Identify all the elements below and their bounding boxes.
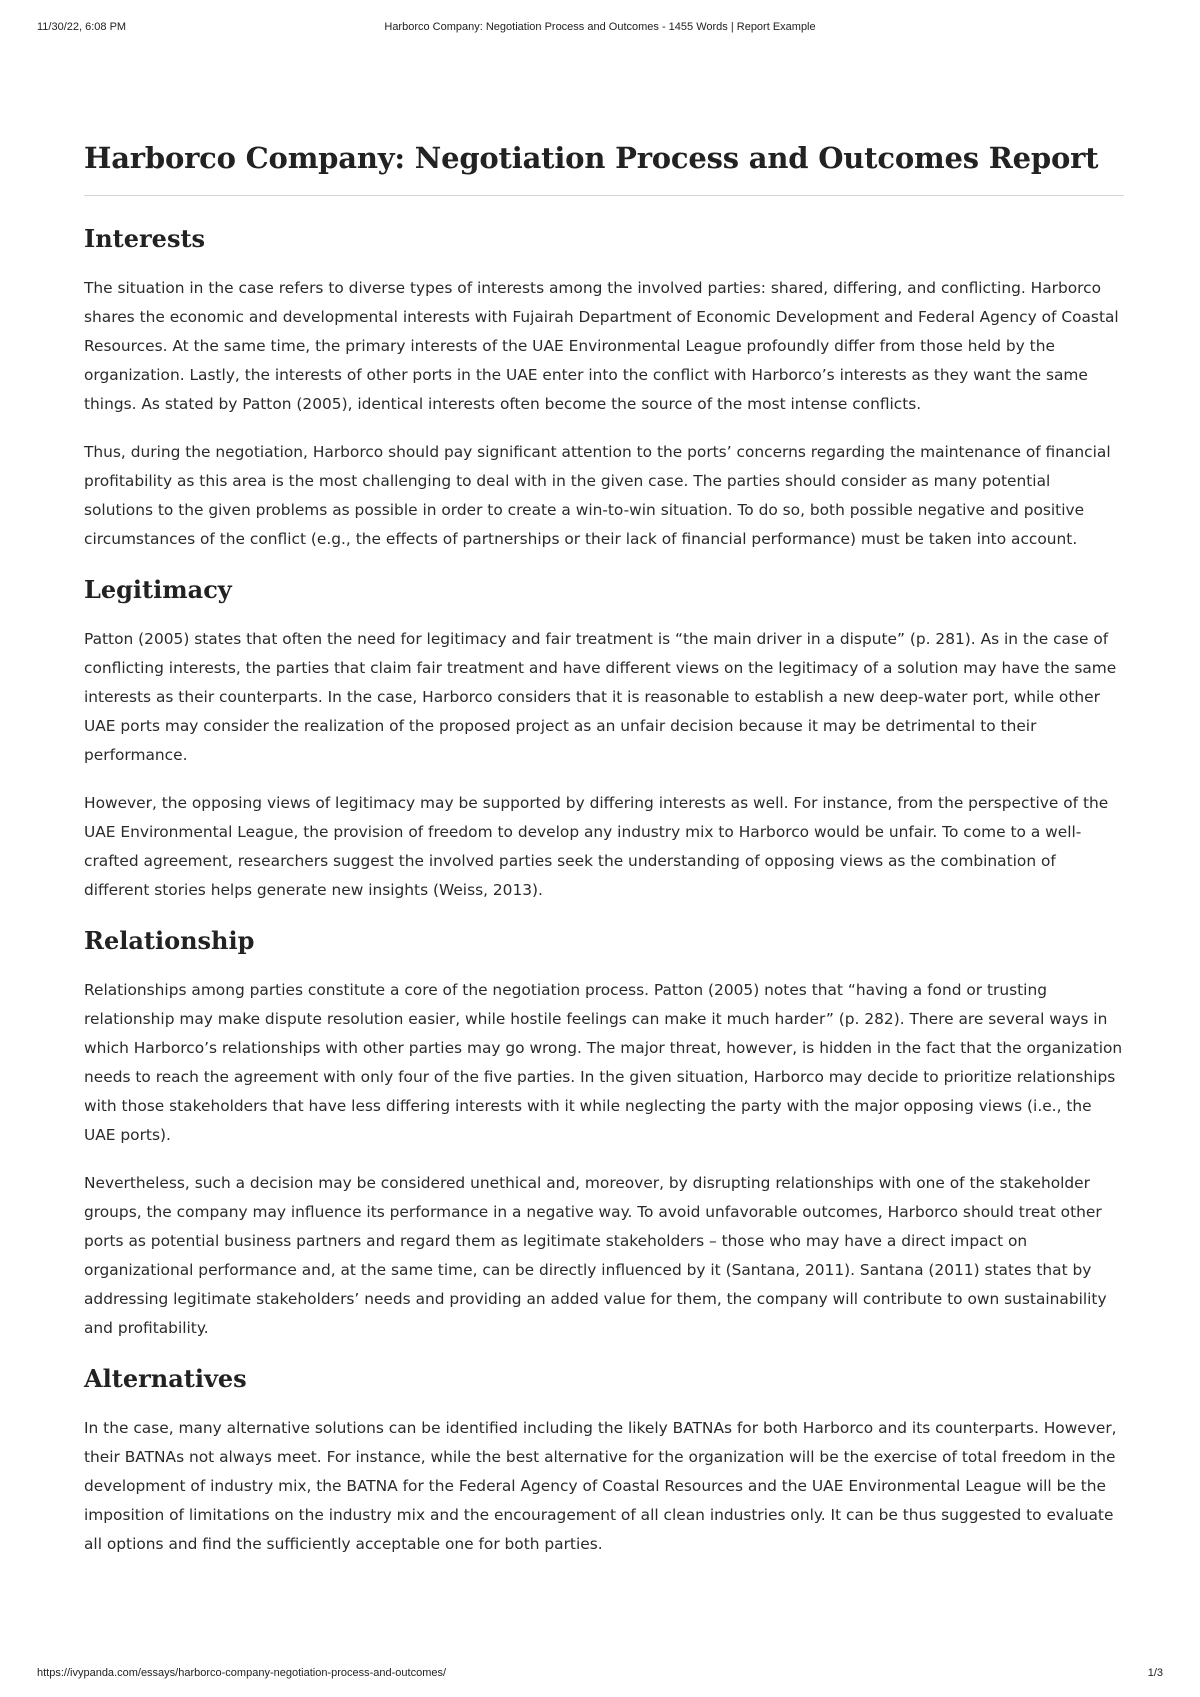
paragraph: Patton (2005) states that often the need for legitimacy and fair treatment is “the main driver in a dispute” (p. 281). As in the case of conflicting interests, the parties that claim fair treatment and have different views on the legitimacy of a solution may have the same interests as their counterparts. In the case, Harborco considers that it is reasonable to establish a new deep-water port, while other UAE ports may consider the realization of the proposed project as an unfair decision because it may be detrimental to their performance. (84, 630, 1117, 764)
article (84, 138, 1124, 1578)
section-interests (84, 222, 1124, 554)
print-date: 11/30/22, 6:08 PM (37, 21, 127, 33)
paragraph: Nevertheless, such a decision may be considered unethical and, moreover, by disrupting relationships with one of the stakeholder groups, the company may influence its performance in a negative way. To avoid unfavorable outcomes, Harborco should treat other ports as potential business partners and regard them as legitimate stakeholders – those who may have a direct impact on organizational performance and, at the same time, can be directly influenced by it (Santana, 2011). Santana (2011) states that by addressing legitimate stakeholders’ needs and providing an added value for them, the company will contribute to own sustainability and profitability. (84, 1174, 1107, 1337)
print-footer (37, 1667, 1163, 1683)
section-heading: Legitimacy (84, 575, 232, 604)
print-page-title: Harborco Company: Negotiation Process and Outcomes - 1455 Words | Report Example (384, 21, 816, 33)
paragraph: However, the opposing views of legitimacy may be supported by differing interests as well. For instance, from the perspective of the UAE Environmental League, the provision of freedom to develop any industry mix to Harborco would be unfair. To come to a well-crafted agreement, researchers suggest the involved parties seek the understanding of opposing views as the combination of different stories helps generate new insights (Weiss, 2013). (84, 794, 1109, 899)
paragraph: The situation in the case refers to diverse types of interests among the involved parties: shared, differing, and conflicting. Harborco shares the economic and developmental interests with Fujairah Department of Economic Development and Federal Agency of Coastal Resources. At the same time, the primary interests of the UAE Environmental League profoundly differ from those held by the organization. Lastly, the interests of other ports in the UAE enter into the conflict with Harborco’s interests as they want the same things. As stated by Patton (2005), identical interests often become the source of the most intense conflicts. (84, 279, 1119, 413)
paragraph: In the case, many alternative solutions can be identified including the likely BATNAs for both Harborco and its counterparts. However, their BATNAs not always meet. For instance, while the best alternative for the organization will be the exercise of total freedom in the development of industry mix, the BATNA for the Federal Agency of Coastal Resources and the UAE Environmental League will be the imposition of limitations on the industry mix and the encouragement of all clean industries only. It can be thus suggested to evaluate all options and find the sufficiently acceptable one for both parties. (84, 1419, 1117, 1553)
section-alternatives (84, 1362, 1124, 1559)
section-relationship (84, 924, 1124, 1343)
section-heading: Relationship (84, 926, 255, 955)
print-header (37, 21, 1163, 37)
paragraph: Relationships among parties constitute a core of the negotiation process. Patton (2005) notes that “having a fond or trusting relationship may make dispute resolution easier, while hostile feelings can make it much harder” (p. 282). There are several ways in which Harborco’s relationships with other parties may go wrong. The major threat, however, is hidden in the fact that the organization needs to reach the agreement with only four of the five parties. In the given situation, Harborco may decide to prioritize relationships with those stakeholders that have less differing interests with it while neglecting the party with the major opposing views (i.e., the UAE ports). (84, 981, 1123, 1144)
section-heading: Interests (84, 224, 206, 253)
title-divider (84, 195, 1124, 196)
paragraph: Thus, during the negotiation, Harborco should pay significant attention to the ports’ concerns regarding the maintenance of financial profitability as this area is the most challenging to deal with in the given case. The parties should consider as many potential solutions to the given problems as possible in order to create a win-to-win situation. To do so, both possible negative and positive circumstances of the conflict (e.g., the effects of partnerships or their lack of financial performance) must be taken into account. (84, 443, 1111, 548)
page-number: 1/3 (1147, 1667, 1163, 1679)
section-heading: Alternatives (84, 1364, 247, 1393)
page-url[interactable]: https://ivypanda.com/essays/harborco-company-negotiation-process-and-outcomes/ (37, 1667, 447, 1679)
section-legitimacy (84, 573, 1124, 905)
page-title: Harborco Company: Negotiation Process and Outcomes Report (84, 141, 1099, 175)
